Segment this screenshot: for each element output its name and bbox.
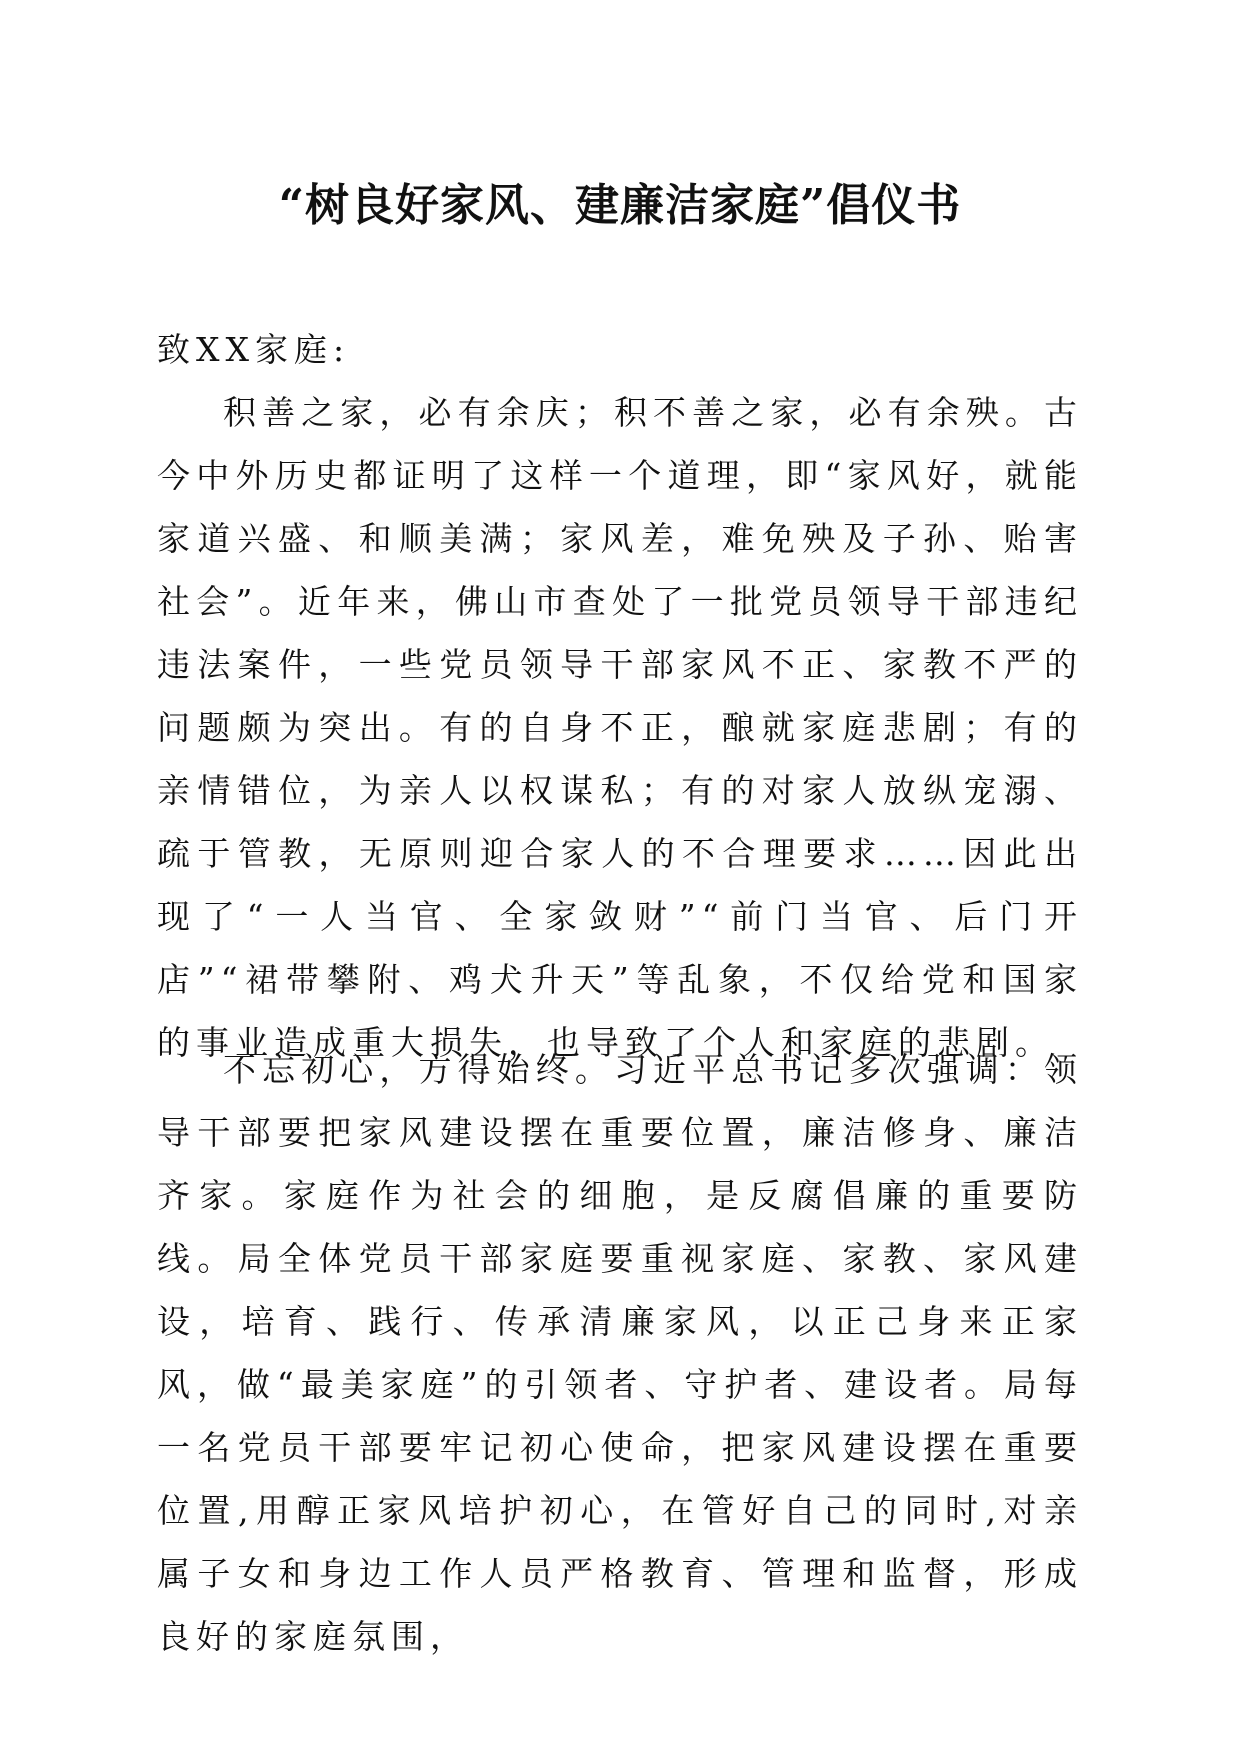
document-title: “树良好家风、建廉洁家庭”倡仪书 — [278, 180, 962, 231]
salutation: 致XX家庭: — [157, 330, 351, 369]
paragraph-1: 积善之家，必有余庆；积不善之家，必有余殃。古今中外历史都证明了这样一个道理，即“家风好，就能家道兴盛、和顺美满；家风差，难免殃及子孙、贻害社会”。近年来，佛山市查处了一批党员领导干部违纪违法案件，一些党员领导干部家风不正、家教不严的问题颇为突出。有的自身不正，酿就家庭悲剧；有的亲情错位，为亲人以权谋私；有的对家人放纵宠溺、疏于管教，无原则迎合家人的不合理要求……因此出现了“一人当官、全家敛财”“前门当官、后门开店”“裙带攀附、鸡犬升天”等乱象，不仅给党和国家的事业造成重大损失，也导致了个人和家庭的悲剧。 — [157, 393, 1083, 1062]
paragraph-2: 不忘初心，方得始终。习近平总书记多次强调：领导干部要把家风建设摆在重要位置，廉洁修身、廉洁齐家。家庭作为社会的细胞，是反腐倡廉的重要防线。局全体党员干部家庭要重视家庭、家教、家风建设，培育、践行、传承清廉家风，以正己身来正家风，做“最美家庭”的引领者、守护者、建设者。局每一名党员干部要牢记初心使命，把家风建设摆在重要位置,用醇正家风培护初心，在管好自己的同时,对亲属子女和身边工作人员严格教育、管理和监督，形成良好的家庭氛围， — [157, 1050, 1083, 1656]
